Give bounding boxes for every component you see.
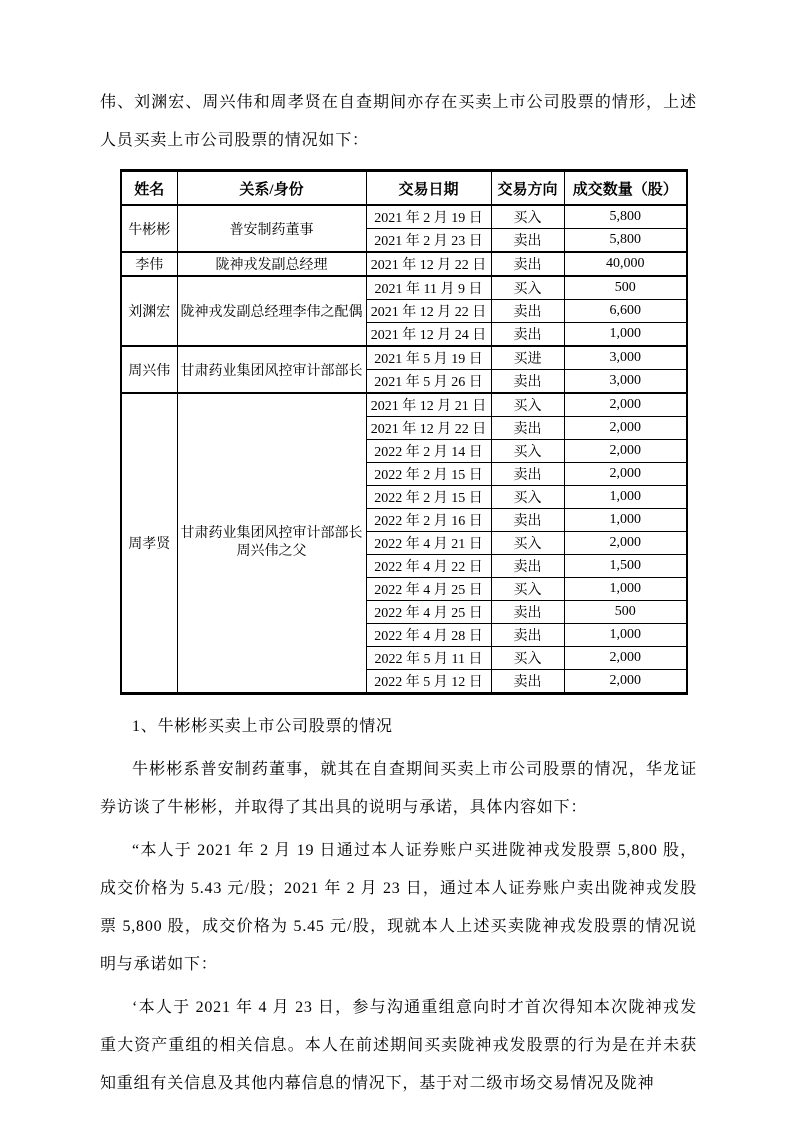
date-cell: 2022 年 4 月 28 日	[366, 624, 491, 647]
direction-cell: 买入	[491, 276, 564, 300]
name-cell: 牛彬彬	[121, 205, 177, 252]
section-heading: 1、牛彬彬买卖上市公司股票的情况	[132, 718, 393, 735]
column-header-quantity: 成交数量（股）	[564, 171, 687, 206]
date-cell: 2021 年 2 月 19 日	[366, 205, 491, 229]
body-paragraph: 牛彬彬系普安制药董事，就其在自查期间买卖上市公司股票的情况，华龙证券访谈了牛彬彬，并取得了其出具的说明与承诺，具体内容如下：	[100, 761, 697, 816]
date-cell: 2021 年 12 月 22 日	[366, 252, 491, 276]
relation-line-2: 周兴伟之父	[236, 544, 307, 559]
table-row	[121, 252, 687, 276]
direction-cell: 卖出	[491, 463, 564, 486]
relation-cell: 陇神戎发副总经理	[177, 252, 366, 276]
qty-cell: 3,000	[564, 346, 687, 370]
qty-cell: 2,000	[564, 647, 687, 670]
name-cell: 刘渊宏	[121, 276, 177, 346]
qty-cell: 2,000	[564, 440, 687, 463]
date-cell: 2022 年 4 月 25 日	[366, 578, 491, 601]
direction-cell: 卖出	[491, 252, 564, 276]
qty-cell: 40,000	[564, 252, 687, 276]
relation-line-1: 甘肃药业集团风控审计部部长	[180, 526, 363, 541]
qty-cell: 6,600	[564, 300, 687, 323]
column-header-relation: 关系/身份	[177, 171, 366, 206]
column-header-name: 姓名	[121, 171, 177, 206]
direction-cell: 卖出	[491, 300, 564, 323]
qty-cell: 500	[564, 601, 687, 624]
body-paragraph: “本人于 2021 年 2 月 19 日通过本人证券账户买进陇神戎发股票 5,800 股，成交价格为 5.43 元/股；2021 年 2 月 23 日，通过本人证券账户卖出陇神戎发股票 5,800 股，成交价格为 5.45 元/股，现就本人上述买卖陇神戎发股票的情况说明与承诺如下：	[100, 842, 697, 973]
date-cell: 2022 年 4 月 25 日	[366, 601, 491, 624]
qty-cell: 1,500	[564, 555, 687, 578]
table-row	[121, 346, 687, 370]
column-header-date: 交易日期	[366, 171, 491, 206]
direction-cell: 买入	[491, 532, 564, 555]
date-cell: 2021 年 5 月 26 日	[366, 370, 491, 394]
name-cell: 周孝贤	[121, 393, 177, 694]
date-cell: 2022 年 2 月 15 日	[366, 486, 491, 509]
direction-cell: 卖出	[491, 601, 564, 624]
stock-trades-table	[120, 169, 688, 695]
column-header-direction: 交易方向	[491, 171, 564, 206]
direction-cell: 买入	[491, 647, 564, 670]
date-cell: 2021 年 12 月 24 日	[366, 323, 491, 347]
date-cell: 2021 年 12 月 22 日	[366, 300, 491, 323]
relation-cell: 普安制药董事	[177, 205, 366, 252]
qty-cell: 1,000	[564, 323, 687, 347]
direction-cell: 买入	[491, 393, 564, 417]
qty-cell: 3,000	[564, 370, 687, 394]
qty-cell: 2,000	[564, 393, 687, 417]
intro-paragraph: 伟、刘渊宏、周兴伟和周孝贤在自查期间亦存在买卖上市公司股票的情形，上述人员买卖上市公司股票的情况如下：	[100, 94, 697, 149]
table-row	[121, 393, 687, 417]
direction-cell: 买入	[491, 486, 564, 509]
date-cell: 2022 年 4 月 21 日	[366, 532, 491, 555]
direction-cell: 卖出	[491, 417, 564, 440]
table-header-row	[121, 171, 687, 206]
direction-cell: 买入	[491, 440, 564, 463]
table-row	[121, 205, 687, 229]
date-cell: 2021 年 12 月 22 日	[366, 417, 491, 440]
qty-cell: 5,800	[564, 205, 687, 229]
direction-cell: 卖出	[491, 509, 564, 532]
name-cell: 李伟	[121, 252, 177, 276]
date-cell: 2022 年 2 月 15 日	[366, 463, 491, 486]
direction-cell: 卖出	[491, 229, 564, 253]
qty-cell: 1,000	[564, 486, 687, 509]
qty-cell: 5,800	[564, 229, 687, 253]
direction-cell: 买进	[491, 346, 564, 370]
date-cell: 2022 年 5 月 11 日	[366, 647, 491, 670]
date-cell: 2021 年 12 月 21 日	[366, 393, 491, 417]
name-cell: 周兴伟	[121, 346, 177, 393]
table-row	[121, 276, 687, 300]
direction-cell: 卖出	[491, 323, 564, 347]
date-cell: 2022 年 2 月 16 日	[366, 509, 491, 532]
date-cell: 2022 年 2 月 14 日	[366, 440, 491, 463]
qty-cell: 1,000	[564, 509, 687, 532]
qty-cell: 500	[564, 276, 687, 300]
direction-cell: 卖出	[491, 370, 564, 394]
table-header	[121, 171, 687, 206]
qty-cell: 2,000	[564, 532, 687, 555]
direction-cell: 卖出	[491, 555, 564, 578]
date-cell: 2021 年 5 月 19 日	[366, 346, 491, 370]
direction-cell: 卖出	[491, 670, 564, 694]
relation-cell: 陇神戎发副总经理李伟之配偶	[177, 276, 366, 346]
qty-cell: 2,000	[564, 670, 687, 694]
date-cell: 2022 年 4 月 22 日	[366, 555, 491, 578]
qty-cell: 1,000	[564, 624, 687, 647]
direction-cell: 买入	[491, 205, 564, 229]
direction-cell: 卖出	[491, 624, 564, 647]
qty-cell: 1,000	[564, 578, 687, 601]
body-paragraph: ‘本人于 2021 年 4 月 23 日，参与沟通重组意向时才首次得知本次陇神戎发重大资产重组的相关信息。本人在前述期间买卖陇神戎发股票的行为是在并未获知重组有关信息及其他内幕信息的情况下，基于对二级市场交易情况及陇神	[100, 999, 697, 1092]
date-cell: 2022 年 5 月 12 日	[366, 670, 491, 694]
qty-cell: 2,000	[564, 463, 687, 486]
qty-cell: 2,000	[564, 417, 687, 440]
relation-cell	[177, 393, 366, 694]
relation-cell: 甘肃药业集团风控审计部部长	[177, 346, 366, 393]
direction-cell: 买入	[491, 578, 564, 601]
date-cell: 2021 年 2 月 23 日	[366, 229, 491, 253]
date-cell: 2021 年 11 月 9 日	[366, 276, 491, 300]
